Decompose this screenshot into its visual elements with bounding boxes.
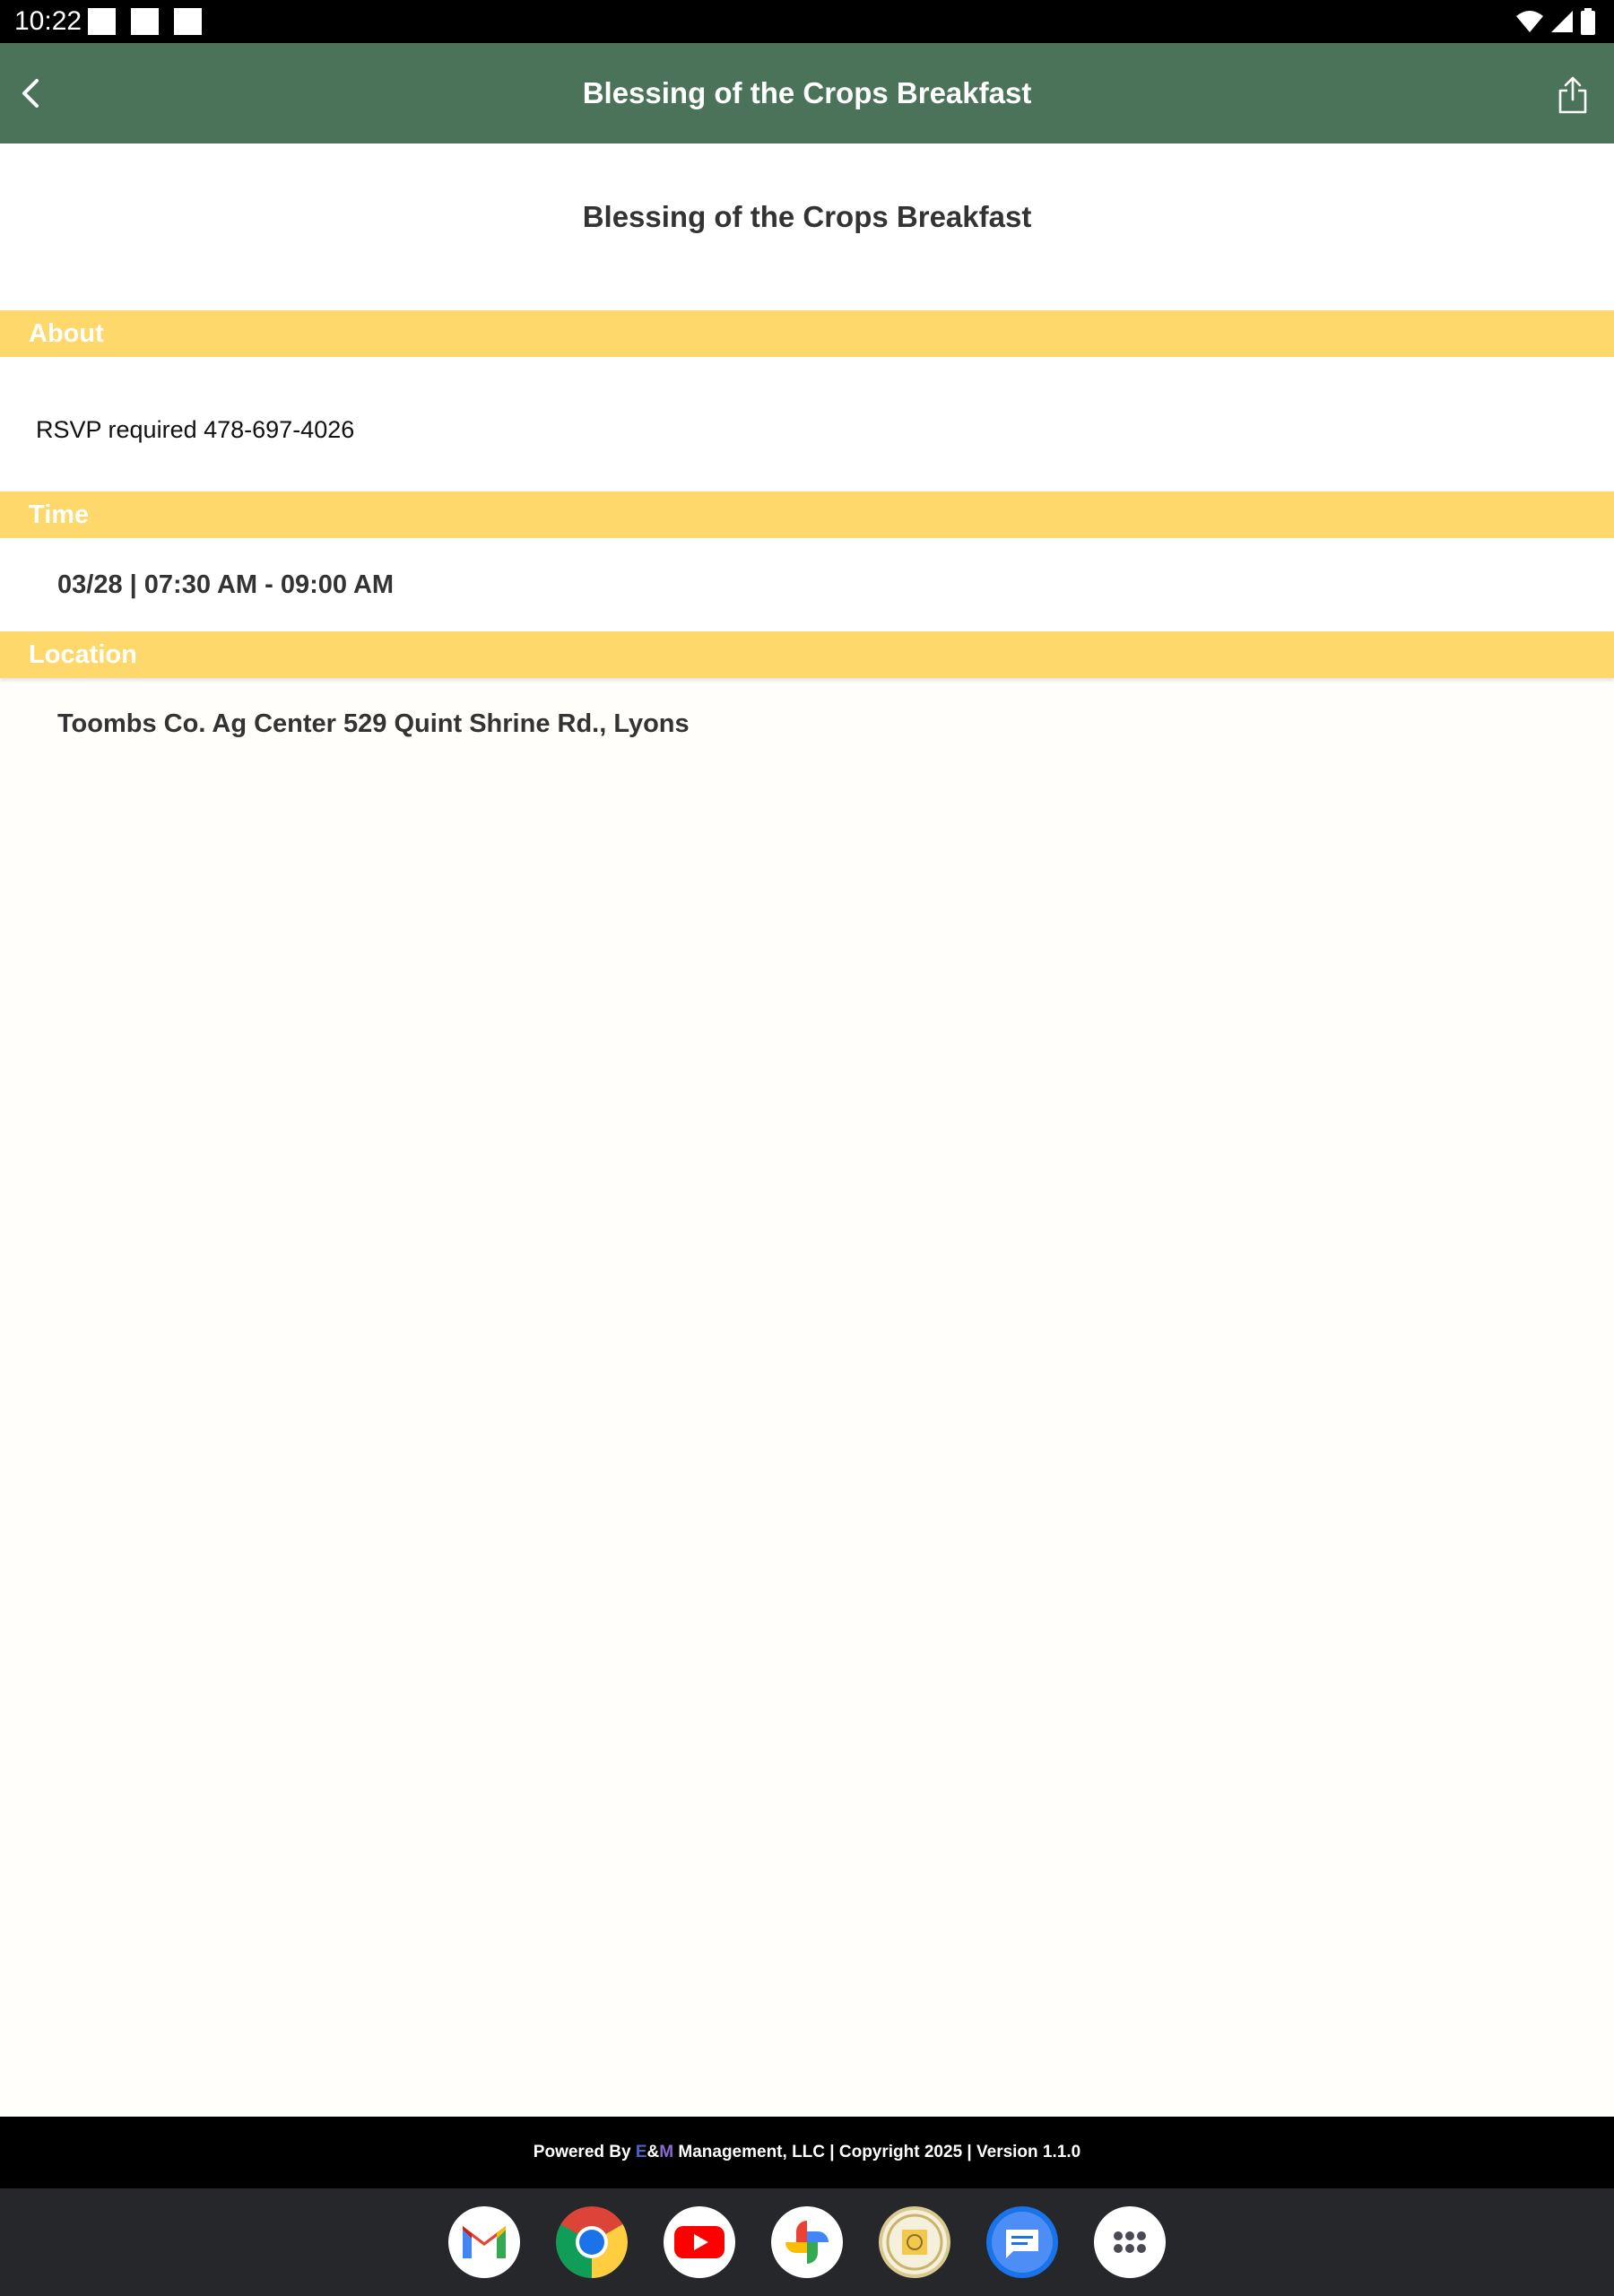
header-title: Blessing of the Crops Breakfast [582, 76, 1032, 109]
youtube-icon[interactable] [664, 2206, 735, 2278]
share-icon [1557, 76, 1589, 114]
messages-icon[interactable] [986, 2206, 1058, 2278]
app-header [0, 43, 1614, 144]
section-header-location: Location [0, 631, 1614, 678]
cellular-signal-icon [1549, 9, 1575, 34]
status-bar [0, 0, 1614, 43]
share-button[interactable] [1551, 74, 1594, 117]
event-location[interactable]: Toombs Co. Ag Center 529 Quint Shrine Rd., Lyons [57, 709, 690, 738]
event-time: 03/28 | 07:30 AM - 09:00 AM [57, 570, 395, 599]
gmail-icon[interactable] [448, 2206, 520, 2278]
footer-brand-e: E [635, 2143, 647, 2161]
notification-square-icon [88, 8, 116, 35]
battery-icon [1580, 8, 1596, 35]
event-title: Blessing of the Crops Breakfast [582, 200, 1032, 233]
footer [0, 2117, 1614, 2188]
county-seal-app-icon[interactable] [879, 2206, 950, 2278]
chrome-icon[interactable] [556, 2206, 628, 2278]
app-drawer-icon[interactable] [1094, 2206, 1166, 2278]
notification-square-icon [174, 8, 202, 35]
section-header-about: About [0, 310, 1614, 357]
footer-brand-amp: & [646, 2143, 660, 2161]
notification-square-icon [131, 8, 159, 35]
wifi-icon [1515, 9, 1544, 34]
section-header-time: Time [0, 491, 1614, 538]
footer-prefix: Powered By [533, 2143, 631, 2161]
footer-brand-m: M [659, 2143, 674, 2161]
status-icons [1515, 7, 1596, 36]
about-text: RSVP required 478-697-4026 [36, 416, 355, 443]
photos-icon[interactable] [771, 2206, 843, 2278]
footer-suffix: Management, LLC | Copyright 2025 | Version 1.1.0 [678, 2143, 1081, 2161]
event-title-area [0, 144, 1614, 310]
app-dock [0, 2188, 1614, 2296]
status-time: 10:22 [14, 6, 82, 36]
